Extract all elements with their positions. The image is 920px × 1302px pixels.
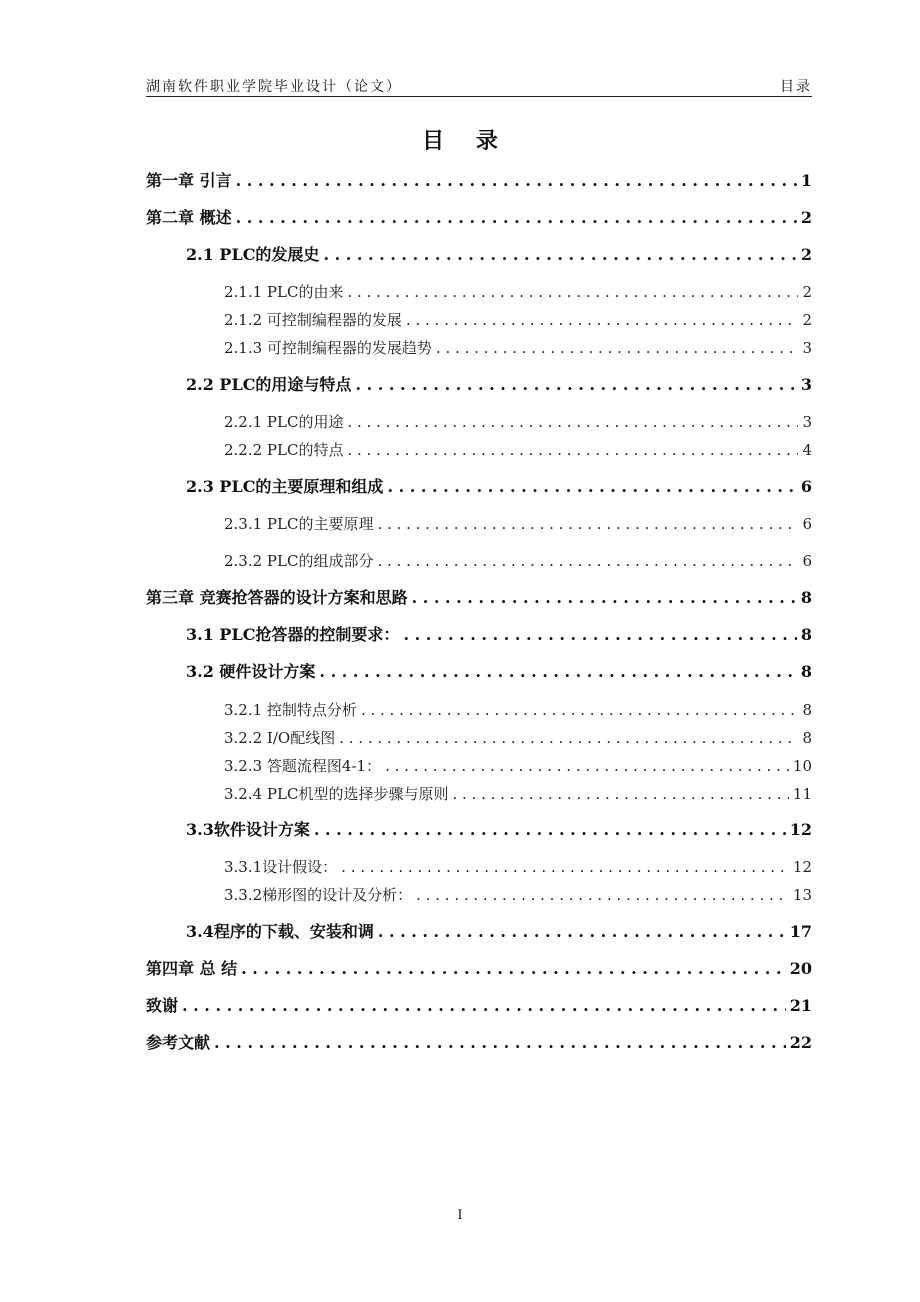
toc-dot-leader — [347, 437, 798, 463]
toc-page-number: 1 — [800, 171, 812, 190]
toc-entry-chapter-4[interactable] — [146, 956, 812, 982]
toc-entry-text: 致谢 — [146, 996, 179, 1015]
toc-page-number: 3 — [802, 413, 812, 431]
toc-entry-text: 3.1 PLC抢答器的控制要求： — [186, 625, 400, 644]
toc-entry-2-3-1[interactable] — [224, 511, 812, 537]
toc-page-number: 13 — [792, 886, 812, 904]
toc-dot-leader — [378, 919, 786, 945]
toc-dot-leader — [452, 781, 788, 807]
toc-dot-leader — [436, 335, 799, 361]
toc-page-number: 12 — [789, 820, 812, 839]
toc-dot-leader — [355, 372, 796, 398]
toc-page-number: 8 — [802, 701, 812, 719]
toc-entry-3-2-1[interactable] — [224, 697, 812, 723]
toc-entry-3-1[interactable] — [186, 622, 812, 648]
toc-entry-text: 2.2.1 PLC的用途 — [224, 413, 344, 431]
toc-entry-text: 2.1.2 可控制编程器的发展 — [224, 311, 402, 329]
toc-dot-leader — [385, 753, 789, 779]
toc-page-number: 4 — [802, 441, 812, 459]
toc-entry-text: 3.2.4 PLC机型的选择步骤与原则 — [224, 785, 449, 803]
toc-entry-3-4[interactable] — [186, 919, 812, 945]
toc-entry-text: 2.3 PLC的主要原理和组成 — [186, 477, 384, 496]
toc-page-number: 2 — [802, 283, 812, 301]
toc-entry-2-2-1[interactable] — [224, 409, 812, 435]
toc-entry-text: 第二章 概述 — [146, 208, 232, 227]
toc-entry-3-3-1[interactable] — [224, 854, 812, 880]
toc-page-number: 8 — [800, 662, 812, 681]
toc-entry-text: 参考文献 — [146, 1033, 211, 1052]
toc-dot-leader — [377, 548, 798, 574]
toc-dot-leader — [387, 474, 796, 500]
toc-dot-leader — [416, 882, 789, 908]
toc-entry-acknowledgements[interactable] — [146, 993, 812, 1019]
toc-entry-text: 3.2.2 I/O配线图 — [224, 729, 336, 747]
toc-page-number: 8 — [800, 625, 812, 644]
toc-entry-text: 3.3.1设计假设： — [224, 858, 338, 876]
toc-dot-leader — [182, 993, 786, 1019]
toc-dot-leader — [314, 817, 786, 843]
toc-entry-2-3[interactable] — [186, 474, 812, 500]
toc-entry-text: 3.3.2梯形图的设计及分析： — [224, 886, 413, 904]
toc-dot-leader — [377, 511, 798, 537]
toc-dot-leader — [347, 279, 798, 305]
toc-dot-leader — [241, 956, 786, 982]
toc-page-number: 12 — [792, 858, 812, 876]
toc-entry-text: 2.3.1 PLC的主要原理 — [224, 515, 374, 533]
toc-dot-leader — [319, 659, 796, 685]
toc-entry-3-3[interactable] — [186, 817, 812, 843]
toc-dot-leader — [406, 307, 799, 333]
toc-entry-text: 第四章 总 结 — [146, 959, 238, 978]
toc-dot-leader — [236, 205, 797, 231]
toc-entry-text: 2.3.2 PLC的组成部分 — [224, 552, 374, 570]
toc-dot-leader — [323, 242, 796, 268]
toc-entry-2-3-2[interactable] — [224, 548, 812, 574]
toc-entry-2-1[interactable] — [186, 242, 812, 268]
toc-entry-2-1-2[interactable] — [224, 307, 812, 333]
toc-entry-text: 2.1 PLC的发展史 — [186, 245, 320, 264]
toc-page-number: 2 — [800, 208, 812, 227]
toc-page-number: 3 — [800, 375, 812, 394]
toc-entry-text: 2.2 PLC的用途与特点 — [186, 375, 352, 394]
toc-dot-leader — [412, 585, 797, 611]
page-number-footer: I — [457, 1208, 463, 1223]
page-header — [146, 72, 812, 97]
toc-dot-leader — [347, 409, 798, 435]
toc-page-number: 8 — [802, 729, 812, 747]
toc-page-number: 2 — [800, 245, 812, 264]
toc-entry-chapter-2[interactable] — [146, 205, 812, 231]
toc-dot-leader — [403, 622, 796, 648]
toc-entry-text: 第三章 竞赛抢答器的设计方案和思路 — [146, 588, 408, 607]
toc-entry-3-2-2[interactable] — [224, 725, 812, 751]
toc-page-number: 17 — [789, 922, 812, 941]
toc-page-number: 2 — [802, 311, 812, 329]
header-school-title: 湖南软件职业学院毕业设计（论文） — [146, 79, 402, 95]
toc-entry-text: 2.1.1 PLC的由来 — [224, 283, 344, 301]
toc-page-number: 20 — [789, 959, 812, 978]
toc-page-number: 6 — [802, 552, 812, 570]
toc-page-number: 10 — [792, 757, 812, 775]
toc-dot-leader — [214, 1030, 786, 1056]
toc-entry-chapter-3[interactable] — [146, 585, 812, 611]
toc-entry-3-3-2[interactable] — [224, 882, 812, 908]
toc-page-number: 6 — [800, 477, 812, 496]
header-section-label: 目录 — [780, 79, 812, 95]
toc-entry-text: 2.2.2 PLC的特点 — [224, 441, 344, 459]
toc-entry-3-2[interactable] — [186, 659, 812, 685]
toc-entry-text: 3.3软件设计方案 — [186, 820, 310, 839]
toc-entry-text: 3.2 硬件设计方案 — [186, 662, 316, 681]
toc-entry-3-2-4[interactable] — [224, 781, 812, 807]
toc-page-number: 8 — [800, 588, 812, 607]
toc-entry-text: 第一章 引言 — [146, 171, 232, 190]
toc-entry-text: 3.2.1 控制特点分析 — [224, 701, 357, 719]
toc-dot-leader — [236, 168, 797, 194]
toc-entry-2-1-3[interactable] — [224, 335, 812, 361]
toc-entry-3-2-3[interactable] — [224, 753, 812, 779]
toc-entry-chapter-1[interactable] — [146, 168, 812, 194]
toc-page-number: 21 — [789, 996, 812, 1015]
toc-page-number: 3 — [802, 339, 812, 357]
toc-dot-leader — [361, 697, 799, 723]
toc-dot-leader — [339, 725, 798, 751]
toc-entry-references[interactable] — [146, 1030, 812, 1056]
toc-entry-2-2[interactable] — [186, 372, 812, 398]
toc-page-number: 22 — [789, 1033, 812, 1052]
toc-entry-text: 2.1.3 可控制编程器的发展趋势 — [224, 339, 432, 357]
toc-entry-2-1-1[interactable] — [224, 279, 812, 305]
toc-dot-leader — [341, 854, 789, 880]
toc-page-number: 11 — [792, 785, 812, 803]
toc-title: 目 录 — [422, 128, 510, 154]
toc-entry-text: 3.4程序的下载、安装和调 — [186, 922, 374, 941]
toc-entry-text: 3.2.3 答题流程图4-1： — [224, 757, 382, 775]
toc-page-number: 6 — [802, 515, 812, 533]
toc-entry-2-2-2[interactable] — [224, 437, 812, 463]
